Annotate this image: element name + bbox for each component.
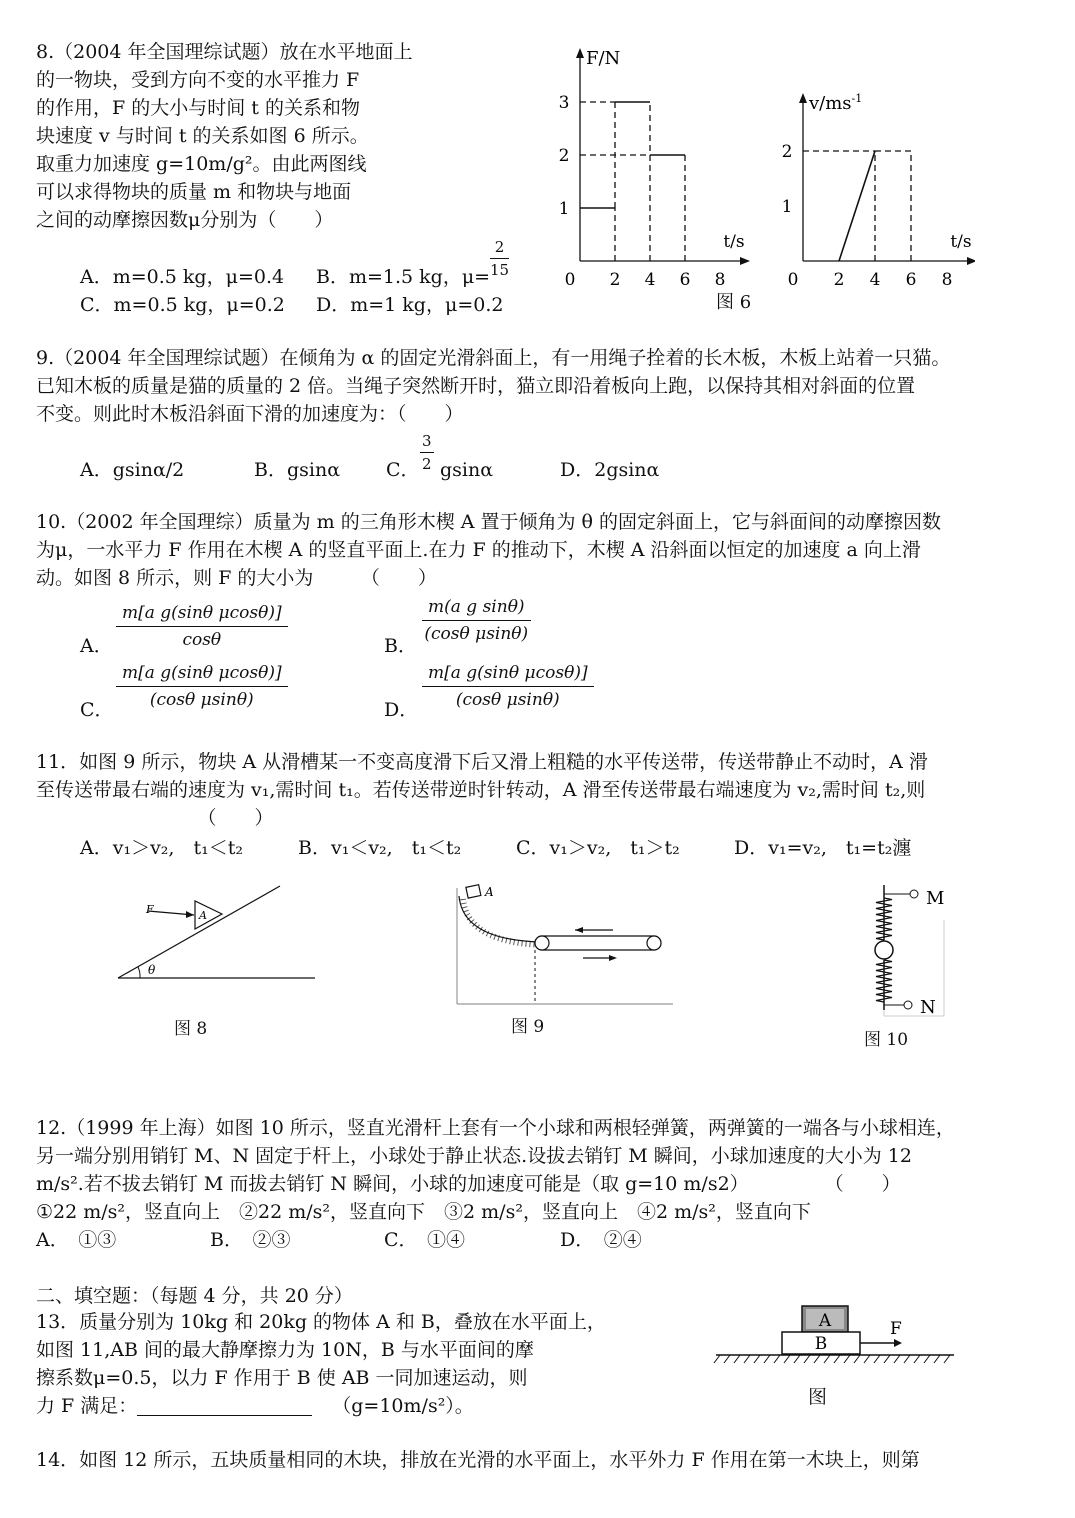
q12-line: 另一端分别用销钉 M、N 固定于杆上，小球处于静止状态.设拔去销钉 M 瞬间，小球加速度的大小为 12 — [36, 1145, 912, 1167]
y-axis-label: $v/ms^{-1}$ — [809, 92, 863, 114]
figure-11-stacked-blocks — [710, 1296, 960, 1366]
ground-hatch — [774, 1355, 780, 1363]
y-tick-label: 1 — [781, 197, 793, 217]
fig8-force-label: F — [146, 903, 154, 916]
ground-hatch — [734, 1355, 740, 1363]
ground-hatch — [884, 1355, 890, 1363]
figure-8-incline — [110, 880, 330, 990]
ground-hatch — [854, 1355, 860, 1363]
fig10-pin-n-label: N — [920, 997, 936, 1018]
formula-numerator: m[a g(sinθ μcosθ)] — [116, 660, 288, 687]
figure-9-caption: 图 9 — [511, 1017, 545, 1037]
q12-line: 12.（1999 年上海）如图 10 所示，竖直光滑杆上套有一个小球和两根轻弹簧，两弹簧的一端各与小球相连， — [36, 1117, 955, 1139]
force-time-chart — [550, 40, 770, 290]
q8-option-d: D．m=1 kg，μ=0.2 — [316, 294, 504, 316]
y-axis-arrow — [576, 48, 584, 58]
q10-option-c-formula — [116, 660, 288, 713]
q8-line: 的作用，F 的大小与时间 t 的关系和物 — [36, 97, 360, 119]
q10-option-d-label: D． — [384, 699, 419, 721]
ground-hatch — [864, 1355, 870, 1363]
q8-line: 取重力加速度 g=10m/g²。由此两图线 — [36, 153, 367, 175]
q9-line: 已知木板的质量是猫的质量的 2 倍。当绳子突然断开时，猫立即沿着板向上跑，以保持其相对斜面的位置 — [36, 375, 916, 397]
q10-option-a-label: A． — [80, 635, 113, 657]
x-tick-label: 6 — [679, 270, 691, 290]
ground-hatch — [814, 1355, 820, 1363]
q11-option-c: C．v₁＞v₂, t₁＞t₂ — [516, 837, 680, 859]
q11-option-a: A．v₁＞v₂, t₁＜t₂ — [80, 837, 243, 859]
x-tick-label: 0 — [787, 270, 799, 290]
ground-hatch — [894, 1355, 900, 1363]
q13-answer-blank[interactable] — [137, 1395, 312, 1416]
q13-answer-prefix: 力 F 满足： — [36, 1395, 138, 1417]
q8-line: 可以求得物块的质量 m 和物块与地面 — [36, 181, 352, 203]
q10-option-b-label: B． — [384, 635, 417, 657]
fig8-block-label: A — [199, 909, 207, 922]
q8-option-c: C．m=0.5 kg，μ=0.2 — [80, 294, 285, 316]
q8-option-b: B．m=1.5 kg，μ= — [316, 266, 491, 288]
x-tick-label: 6 — [905, 270, 917, 290]
ground-hatch — [744, 1355, 750, 1363]
q9-option-d: D．2gsinα — [560, 459, 660, 481]
q8-option-a: A．m=0.5 kg，μ=0.4 — [80, 266, 285, 288]
figure-10-springs — [860, 880, 960, 1020]
q11-option-b: B．v₁＜v₂, t₁＜t₂ — [298, 837, 462, 859]
ground-hatch — [794, 1355, 800, 1363]
fraction-numerator: 2 — [490, 236, 509, 259]
q10-option-c-label: C． — [80, 699, 114, 721]
q8-line: 的一物块，受到方向不变的水平推力 F — [36, 69, 360, 91]
x-tick-label: 0 — [564, 270, 576, 290]
x-tick-label: 8 — [941, 270, 953, 290]
q9-line: 不变。则此时木板沿斜面下滑的加速度为：（ ） — [36, 403, 464, 425]
figure-8-caption: 图 8 — [174, 1019, 208, 1039]
spring-coil — [876, 898, 892, 940]
q10-option-a-formula — [116, 600, 288, 653]
q9-option-a: A．gsinα/2 — [80, 459, 185, 481]
y-tick-label: 2 — [781, 142, 793, 162]
section-heading: 二、填空题：（每题 4 分，共 20 分） — [36, 1285, 353, 1307]
fig11-force-label: F — [890, 1319, 902, 1339]
ground-hatch — [784, 1355, 790, 1363]
q9-option-c-text: gsinα — [440, 459, 494, 481]
ground-hatch — [804, 1355, 810, 1363]
x-tick-label: 4 — [644, 270, 656, 290]
q10-line: 为μ，一水平力 F 作用在木楔 A 的竖直平面上.在力 F 的推动下，木楔 A 沿斜面以恒定的加速度 a 向上滑 — [36, 539, 921, 561]
ground-hatch — [934, 1355, 940, 1363]
ground-hatch — [924, 1355, 930, 1363]
formula-numerator: m[a g(sinθ μcosθ)] — [116, 600, 288, 627]
figure-9-conveyor — [445, 878, 685, 1013]
q9-line: 9.（2004 年全国理综试题）在倾角为 α 的固定光滑斜面上，有一用绳子拴着的长木板，木板上站着一只猫。 — [36, 347, 951, 369]
q14-line: 14．如图 12 所示，五块质量相同的木块，排放在光滑的水平面上，水平外力 F 作用在第一木块上，则第 — [36, 1449, 920, 1471]
x-tick-label: 2 — [609, 270, 621, 290]
x-axis-arrow — [740, 257, 750, 265]
figure-10-caption: 图 10 — [864, 1030, 909, 1050]
formula-numerator: m(a g sinθ) — [422, 594, 531, 621]
fig8-angle-label: θ — [148, 963, 156, 977]
ground-hatch — [724, 1355, 730, 1363]
q13-line: 如图 11,AB 间的最大静摩擦力为 10N，B 与水平面间的摩 — [36, 1339, 534, 1361]
x-tick-label: 8 — [714, 270, 726, 290]
q13-answer-suffix: （g=10m/s²）。 — [332, 1395, 474, 1417]
y-tick-label: 3 — [558, 93, 570, 113]
formula-denominator: cosθ — [182, 630, 222, 650]
q13-answer-line — [36, 1392, 474, 1420]
fig11-block-b-label: B — [814, 1334, 828, 1354]
fig10-pin-m-label: M — [926, 888, 945, 909]
ground-hatch — [944, 1355, 950, 1363]
y-axis-label: F/N — [586, 48, 621, 69]
x-tick-label: 4 — [869, 270, 881, 290]
figure-11-caption: 图 — [808, 1386, 828, 1408]
fraction-denominator: 15 — [490, 261, 510, 279]
velocity-segment — [839, 151, 875, 261]
fraction-numerator: 3 — [420, 430, 434, 453]
y-axis-arrow — [799, 93, 807, 103]
q9-option-c-fraction — [420, 430, 434, 475]
q10-option-d-formula — [422, 660, 594, 713]
ground-hatch — [834, 1355, 840, 1363]
ground-hatch — [874, 1355, 880, 1363]
q10-line: 动。如图 8 所示，则 F 的大小为 （ ） — [36, 567, 437, 589]
q12-option-a: A． ①③ — [36, 1229, 117, 1251]
fig9-block-label: A — [485, 885, 494, 899]
q12-line: ①22 m/s²，竖直向上 ②22 m/s²，竖直向下 ③2 m/s²，竖直向上 ④2 m/s²，竖直向下 — [36, 1201, 811, 1223]
q13-line: 擦系数μ=0.5，以力 F 作用于 B 使 AB 一同加速运动，则 — [36, 1367, 528, 1389]
q12-option-c: C． ①④ — [384, 1229, 466, 1251]
q13-line: 13．质量分别为 10kg 和 20kg 的物体 A 和 B，叠放在水平面上， — [36, 1311, 606, 1333]
q12-option-d: D． ②④ — [560, 1229, 642, 1251]
q10-line: 10.（2002 年全国理综）质量为 m 的三角形木楔 A 置于倾角为 θ 的固定斜面上，它与斜面间的动摩擦因数 — [36, 511, 942, 533]
velocity-time-chart — [775, 85, 975, 290]
spring-coil — [876, 960, 892, 1002]
q11-line: 11．如图 9 所示，物块 A 从滑槽某一不变高度滑下后又滑上粗糙的水平传送带，传送带静止不动时，A 滑 — [36, 751, 928, 773]
x-tick-label: 2 — [833, 270, 845, 290]
ground-hatch — [714, 1355, 720, 1363]
q11-line: （ ） — [36, 807, 274, 829]
fig11-block-a-label: A — [818, 1311, 832, 1331]
q11-option-d: D．v₁=v₂, t₁=t₂瀍 — [734, 837, 912, 859]
q12-option-b: B． ②③ — [210, 1229, 291, 1251]
q8-line: 之间的动摩擦因数μ分别为（ ） — [36, 209, 334, 231]
fraction-denominator: 2 — [422, 455, 432, 473]
figure-6-caption: 图 6 — [716, 292, 752, 313]
ground-hatch — [914, 1355, 920, 1363]
q12-line: m/s².若不拔去销钉 M 而拔去销钉 N 瞬间，小球的加速度可能是（取 g=10 m/s2） （ ） — [36, 1173, 901, 1195]
y-tick-label: 2 — [558, 146, 570, 166]
ground-hatch — [754, 1355, 760, 1363]
q10-option-b-formula — [422, 594, 531, 647]
q11-line: 至传送带最右端的速度为 v₁,需时间 t₁。若传送带逆时针转动，A 滑至传送带最右端速度为 v₂,需时间 t₂,则 — [36, 779, 926, 801]
ground-hatch — [904, 1355, 910, 1363]
ground-hatch — [824, 1355, 830, 1363]
formula-numerator: m[a g(sinθ μcosθ)] — [422, 660, 594, 687]
formula-denominator: (cosθ μsinθ) — [424, 624, 529, 644]
q8-line: 块速度 v 与时间 t 的关系如图 6 所示。 — [36, 125, 369, 147]
x-axis-arrow — [967, 257, 975, 265]
ground-hatch — [764, 1355, 770, 1363]
q8-option-b-fraction — [490, 236, 509, 281]
ground-hatch — [844, 1355, 850, 1363]
q8-line: 8.（2004 年全国理综试题）放在水平地面上 — [36, 41, 413, 63]
x-axis-label: t/s — [950, 232, 972, 252]
y-tick-label: 1 — [558, 199, 570, 219]
x-axis-label: t/s — [723, 232, 745, 252]
formula-denominator: (cosθ μsinθ) — [149, 690, 254, 710]
formula-denominator: (cosθ μsinθ) — [455, 690, 560, 710]
q9-option-c-label: C． — [386, 459, 420, 481]
q9-option-b: B．gsinα — [254, 459, 341, 481]
